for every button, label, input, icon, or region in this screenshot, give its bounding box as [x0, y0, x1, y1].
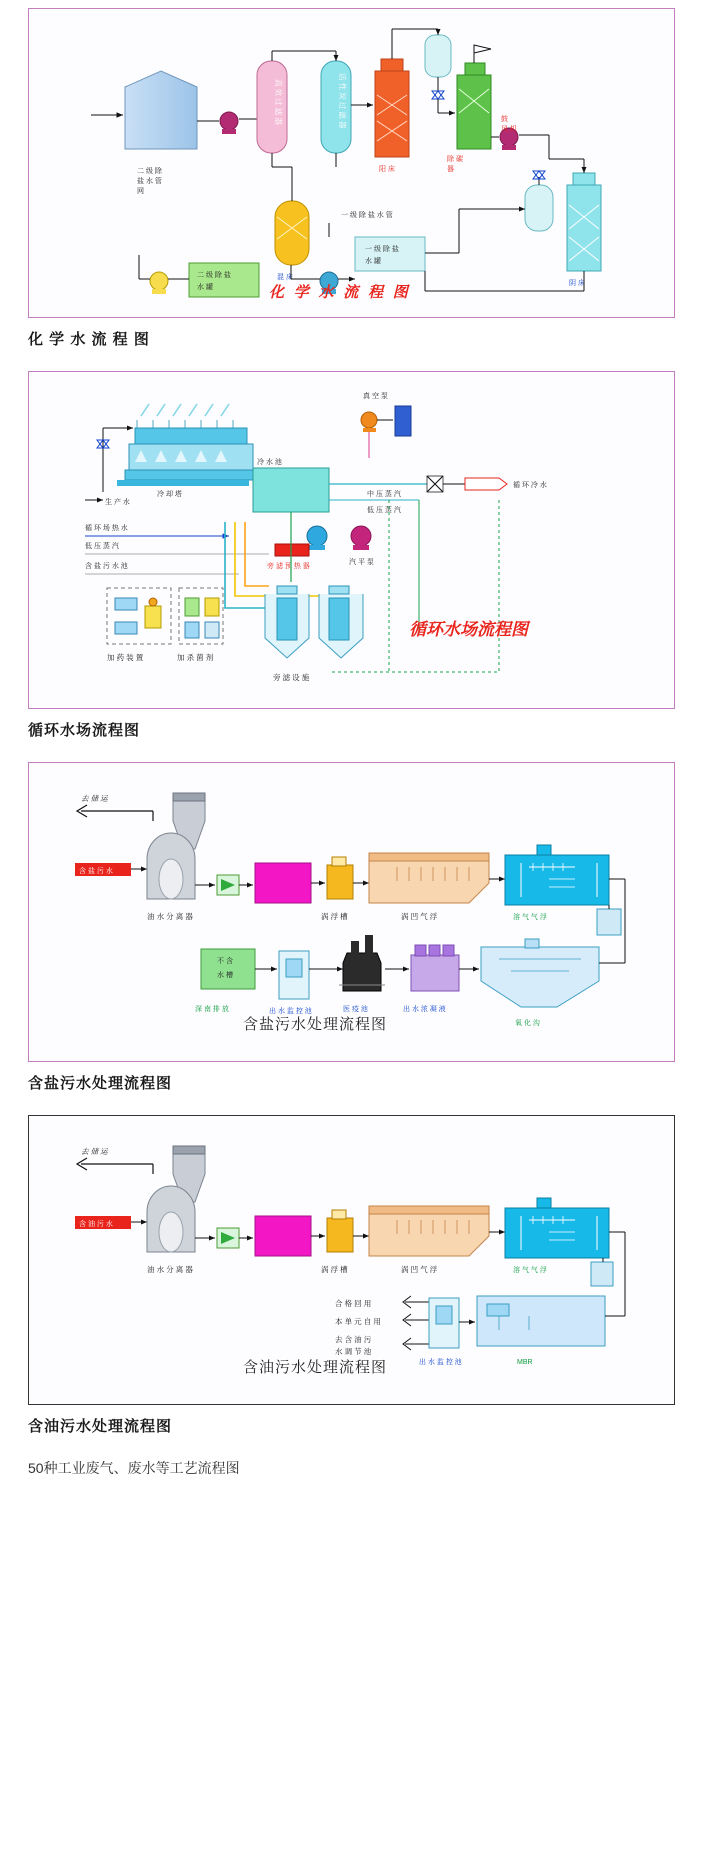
- svg-text:溶 气 气 浮: 溶 气 气 浮: [513, 1267, 547, 1274]
- svg-text:低 压 蒸 汽: 低 压 蒸 汽: [85, 543, 119, 550]
- svg-text:深 南 排 放: 深 南 排 放: [195, 1006, 229, 1013]
- svg-text:一 级 除 盐 水 管: 一 级 除 盐 水 管: [341, 212, 393, 219]
- svg-text:加 药 装 置: 加 药 装 置: [107, 653, 144, 662]
- svg-text:水 罐: 水 罐: [197, 284, 213, 291]
- svg-text:真 空 泵: 真 空 泵: [363, 393, 388, 400]
- figure-frame-oily-wastewater: [28, 1115, 675, 1405]
- figure-block-circulating-water: [0, 371, 703, 740]
- diagram-chemical-water: [29, 9, 674, 317]
- svg-text:活 性 炭 过 滤 器: 活 性 炭 过 滤 器: [338, 73, 347, 129]
- svg-text:冷 却 塔: 冷 却 塔: [157, 491, 182, 498]
- caption-circulating-water: 循环水场流程图: [28, 722, 141, 739]
- svg-text:一 级 除 盐: 一 级 除 盐: [365, 246, 399, 253]
- svg-text:水 调 节 池: 水 调 节 池: [335, 1347, 372, 1356]
- svg-text:涡 浮 槽: 涡 浮 槽: [321, 1265, 348, 1274]
- figure-block-salty-wastewater: [0, 762, 703, 1093]
- svg-text:去 含 油 污: 去 含 油 污: [335, 1335, 372, 1344]
- svg-text:器: 器: [447, 166, 454, 173]
- svg-text:MBR: MBR: [517, 1359, 533, 1366]
- svg-text:涡 凹 气 浮: 涡 凹 气 浮: [401, 1265, 438, 1274]
- svg-text:鼓: 鼓: [501, 116, 508, 123]
- svg-text:去 储 运: 去 储 运: [81, 794, 108, 803]
- figure-block-oily-wastewater: [0, 1115, 703, 1436]
- svg-text:汽 平 泵: 汽 平 泵: [349, 559, 374, 566]
- diagram-circulating-water: [29, 372, 674, 708]
- svg-text:网: 网: [137, 188, 144, 195]
- svg-text:盐 水 管: 盐 水 管: [137, 178, 162, 185]
- svg-text:医 疫 池: 医 疫 池: [343, 1006, 368, 1013]
- svg-text:含 盐 污 水 池: 含 盐 污 水 池: [85, 563, 128, 570]
- svg-text:出 水 监 控 池: 出 水 监 控 池: [269, 1008, 312, 1015]
- svg-text:阳 床: 阳 床: [379, 166, 395, 173]
- svg-text:旁 滤 设 施: 旁 滤 设 施: [273, 673, 310, 682]
- caption-chemical-water: 化 学 水 流 程 图: [28, 331, 150, 348]
- svg-text:循 环 场 热 水: 循 环 场 热 水: [85, 525, 128, 532]
- svg-text:涡 凹 气 浮: 涡 凹 气 浮: [401, 912, 438, 921]
- svg-text:高 效 过 滤 器: 高 效 过 滤 器: [274, 79, 283, 125]
- svg-text:冷 水 池: 冷 水 池: [257, 459, 282, 466]
- caption-oily-wastewater: 含油污水处理流程图: [28, 1418, 173, 1435]
- svg-text:除 碳: 除 碳: [447, 156, 463, 163]
- svg-text:出 水 浓 凝 液: 出 水 浓 凝 液: [403, 1006, 446, 1013]
- svg-text:二 级 除: 二 级 除: [137, 168, 162, 175]
- figure-block-chemical-water: [0, 8, 703, 349]
- figure-frame-chemical-water: [28, 8, 675, 318]
- svg-text:阴 床: 阴 床: [569, 280, 585, 287]
- figure-frame-circulating-water: [28, 371, 675, 709]
- svg-text:风 机: 风 机: [501, 126, 517, 133]
- svg-text:去 储 运: 去 储 运: [81, 1147, 108, 1156]
- svg-text:中 压 蒸 汽: 中 压 蒸 汽: [367, 491, 401, 498]
- svg-text:本 单 元 自 用: 本 单 元 自 用: [335, 1317, 381, 1326]
- svg-text:氧 化 沟: 氧 化 沟: [515, 1020, 540, 1027]
- figure-title-salty-wastewater: 含盐污水处理流程图: [243, 1017, 388, 1033]
- figure-title-chemical-water: 化 学 水 流 程 图: [269, 285, 411, 301]
- svg-text:出 水 监 控 池: 出 水 监 控 池: [419, 1359, 462, 1366]
- footer-note: 50种工业废气、废水等工艺流程图: [28, 1460, 240, 1476]
- svg-text:油 水 分 离 器: 油 水 分 离 器: [147, 1265, 193, 1274]
- figure-title-circulating-water: 循环水场流程图: [409, 620, 528, 639]
- svg-text:水 槽: 水 槽: [217, 972, 233, 979]
- caption-salty-wastewater: 含盐污水处理流程图: [28, 1075, 173, 1092]
- svg-text:生 产 水: 生 产 水: [105, 499, 130, 506]
- svg-text:含 盐 污 水: 含 盐 污 水: [79, 868, 113, 875]
- figure-title-oily-wastewater: 含油污水处理流程图: [243, 1360, 388, 1376]
- svg-text:涡 浮 槽: 涡 浮 槽: [321, 912, 348, 921]
- svg-text:混 床: 混 床: [277, 274, 293, 281]
- svg-text:不 含: 不 含: [217, 958, 233, 965]
- svg-text:含 油 污 水: 含 油 污 水: [79, 1221, 113, 1228]
- svg-text:油 水 分 离 器: 油 水 分 离 器: [147, 912, 193, 921]
- svg-text:水 罐: 水 罐: [365, 258, 381, 265]
- svg-text:循 环 冷 水: 循 环 冷 水: [513, 482, 547, 489]
- svg-text:溶 气 气 浮: 溶 气 气 浮: [513, 914, 547, 921]
- figure-frame-salty-wastewater: [28, 762, 675, 1062]
- svg-text:加 杀 菌 剂: 加 杀 菌 剂: [177, 653, 214, 662]
- page-root: [0, 8, 703, 1478]
- svg-text:旁 滤 预 热 器: 旁 滤 预 热 器: [267, 563, 310, 570]
- svg-text:低 压 蒸 汽: 低 压 蒸 汽: [367, 507, 401, 514]
- svg-text:合 格 回 用: 合 格 回 用: [335, 1299, 372, 1308]
- svg-text:二 级 除 盐: 二 级 除 盐: [197, 272, 231, 279]
